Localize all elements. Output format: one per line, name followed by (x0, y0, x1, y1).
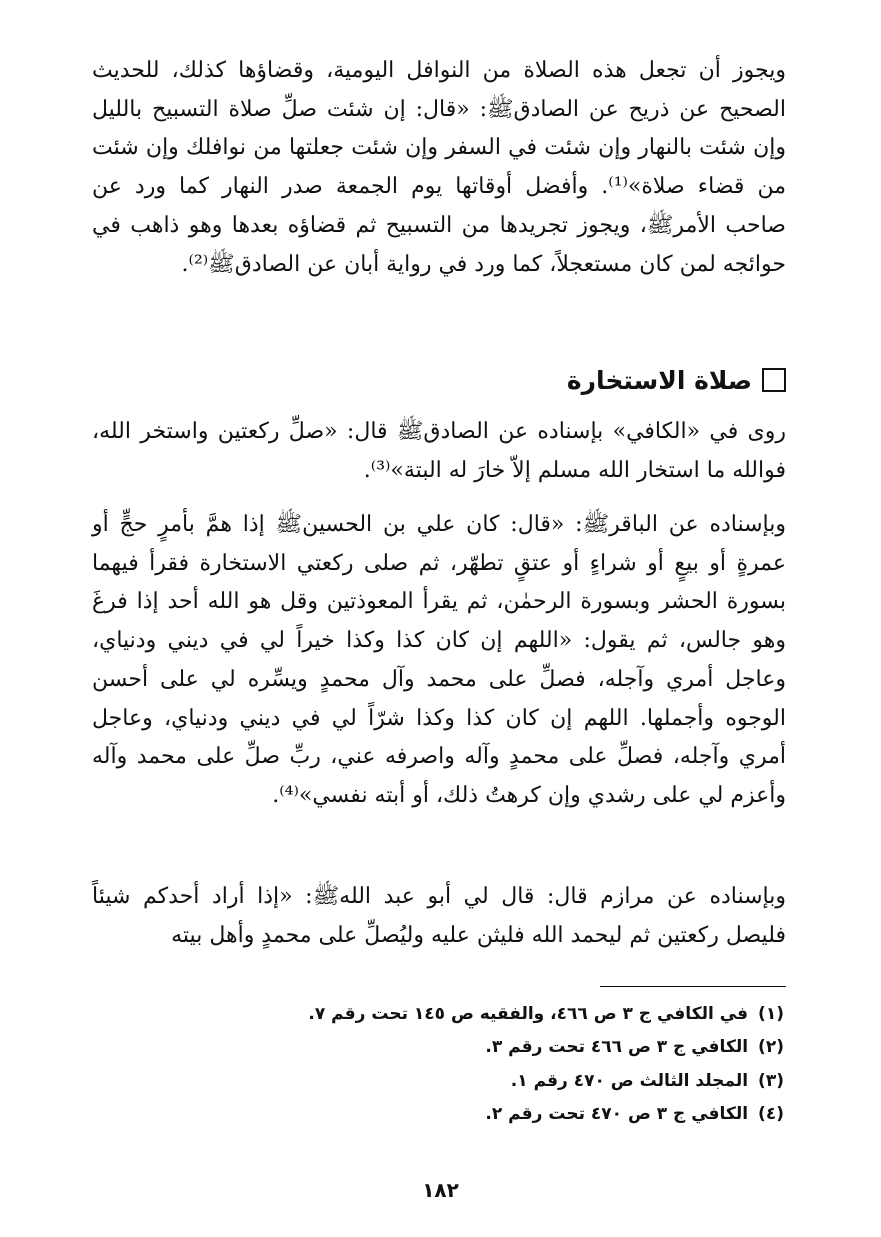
footnote-1 (308, 1002, 784, 1026)
footnote-text: الكافي ج ٣ ص ٤٧٠ تحت رقم ٢. (485, 1104, 749, 1124)
page-number: ١٨٢ (422, 1178, 459, 1202)
paragraph-tasbih-prayer: ويجوز أن تجعل هذه الصلاة من النوافل اليومية، وقضاؤها كذلك، للحديث الصحيح عن ذريح عن الصادقﷺ: «قال: إن شئت صلِّ صلاة التسبيح بالليل وإن شئت بالنهار وإن شئت في السفر وإن شئت جعلتها من نوافلك وإن شئت من قضاء صلاة»⁽¹⁾. وأفضل أوقاتها يوم الجمعة صدر النهار كما ورد عن صاحب الأمرﷺ، ويجوز تجريدها من التسبيح ثم قضاؤه بعدها وهو ذاهب في حوائجه لمن كان مستعجلاً، كما ورد في رواية أبان عن الصادقﷺ⁽²⁾. (92, 58, 787, 277)
footnote-3 (511, 1069, 784, 1093)
paragraph-istikhara-murazim: وبإسناده عن مرازم قال: قال لي أبو عبد اللهﷺ: «إذا أراد أحدكم شيئاً فليصل ركعتين ثم ليحمد الله فليثن عليه وليُصلِّ على محمدٍ وأهل بيته (92, 884, 786, 948)
footnote-4 (485, 1102, 784, 1126)
footnote-number: (٢) (758, 1037, 784, 1057)
footnote-2 (485, 1035, 784, 1059)
footnote-divider (600, 986, 786, 987)
footnote-text: في الكافي ج ٣ ص ٤٦٦، والفقيه ص ١٤٥ تحت رقم ٧. (308, 1004, 749, 1024)
section-heading (92, 358, 786, 402)
paragraph-istikhara-kafi: روى في «الكافي» بإسناده عن الصادقﷺ قال: «صلِّ ركعتين واستخر الله، فوالله ما استخار الله مسلم إلاّ خارَ له البتة»⁽³⁾. (92, 419, 787, 483)
section-heading-text: صلاة الاستخارة (566, 365, 752, 395)
square-bullet-icon (762, 368, 786, 392)
footnote-text: المجلد الثالث ص ٤٧٠ رقم ١. (510, 1071, 749, 1091)
footnote-text: الكافي ج ٣ ص ٤٦٦ تحت رقم ٣. (485, 1037, 749, 1057)
paragraph-istikhara-baqir: وبإسناده عن الباقرﷺ: «قال: كان علي بن الحسينﷺ إذا همَّ بأمرٍ حجٍّ أو عمرةٍ أو بيعٍ أو شراءٍ أو عتقٍ تطهّر، ثم صلى ركعتي الاستخارة فقرأ فيهما بسورة الحشر وبسورة الرحمٰن، ثم يقرأ المعوذتين وقل هو الله أحد إذا فرغَ وهو جالس، ثم يقول: «اللهم إن كان كذا وكذا خيراً لي في ديني ودنياي، وعاجل أمري وآجله، فصلِّ على محمد وآل محمدٍ ويسِّره لي على أحسن الوجوه وأجملها. اللهم إن كان كذا وكذا شرّاً لي في ديني ودنياي، وعاجل أمري وآجله، فصلِّ على محمدٍ وآله واصرفه عني، ربِّ صلِّ على محمد وآله وأعزم لي على رشدي وإن كرهتُ ذلك، أو أبته نفسي»⁽⁴⁾. (92, 512, 786, 808)
footnote-number: (١) (758, 1004, 784, 1024)
footnote-number: (٤) (758, 1104, 784, 1124)
footnote-number: (٣) (758, 1071, 784, 1091)
